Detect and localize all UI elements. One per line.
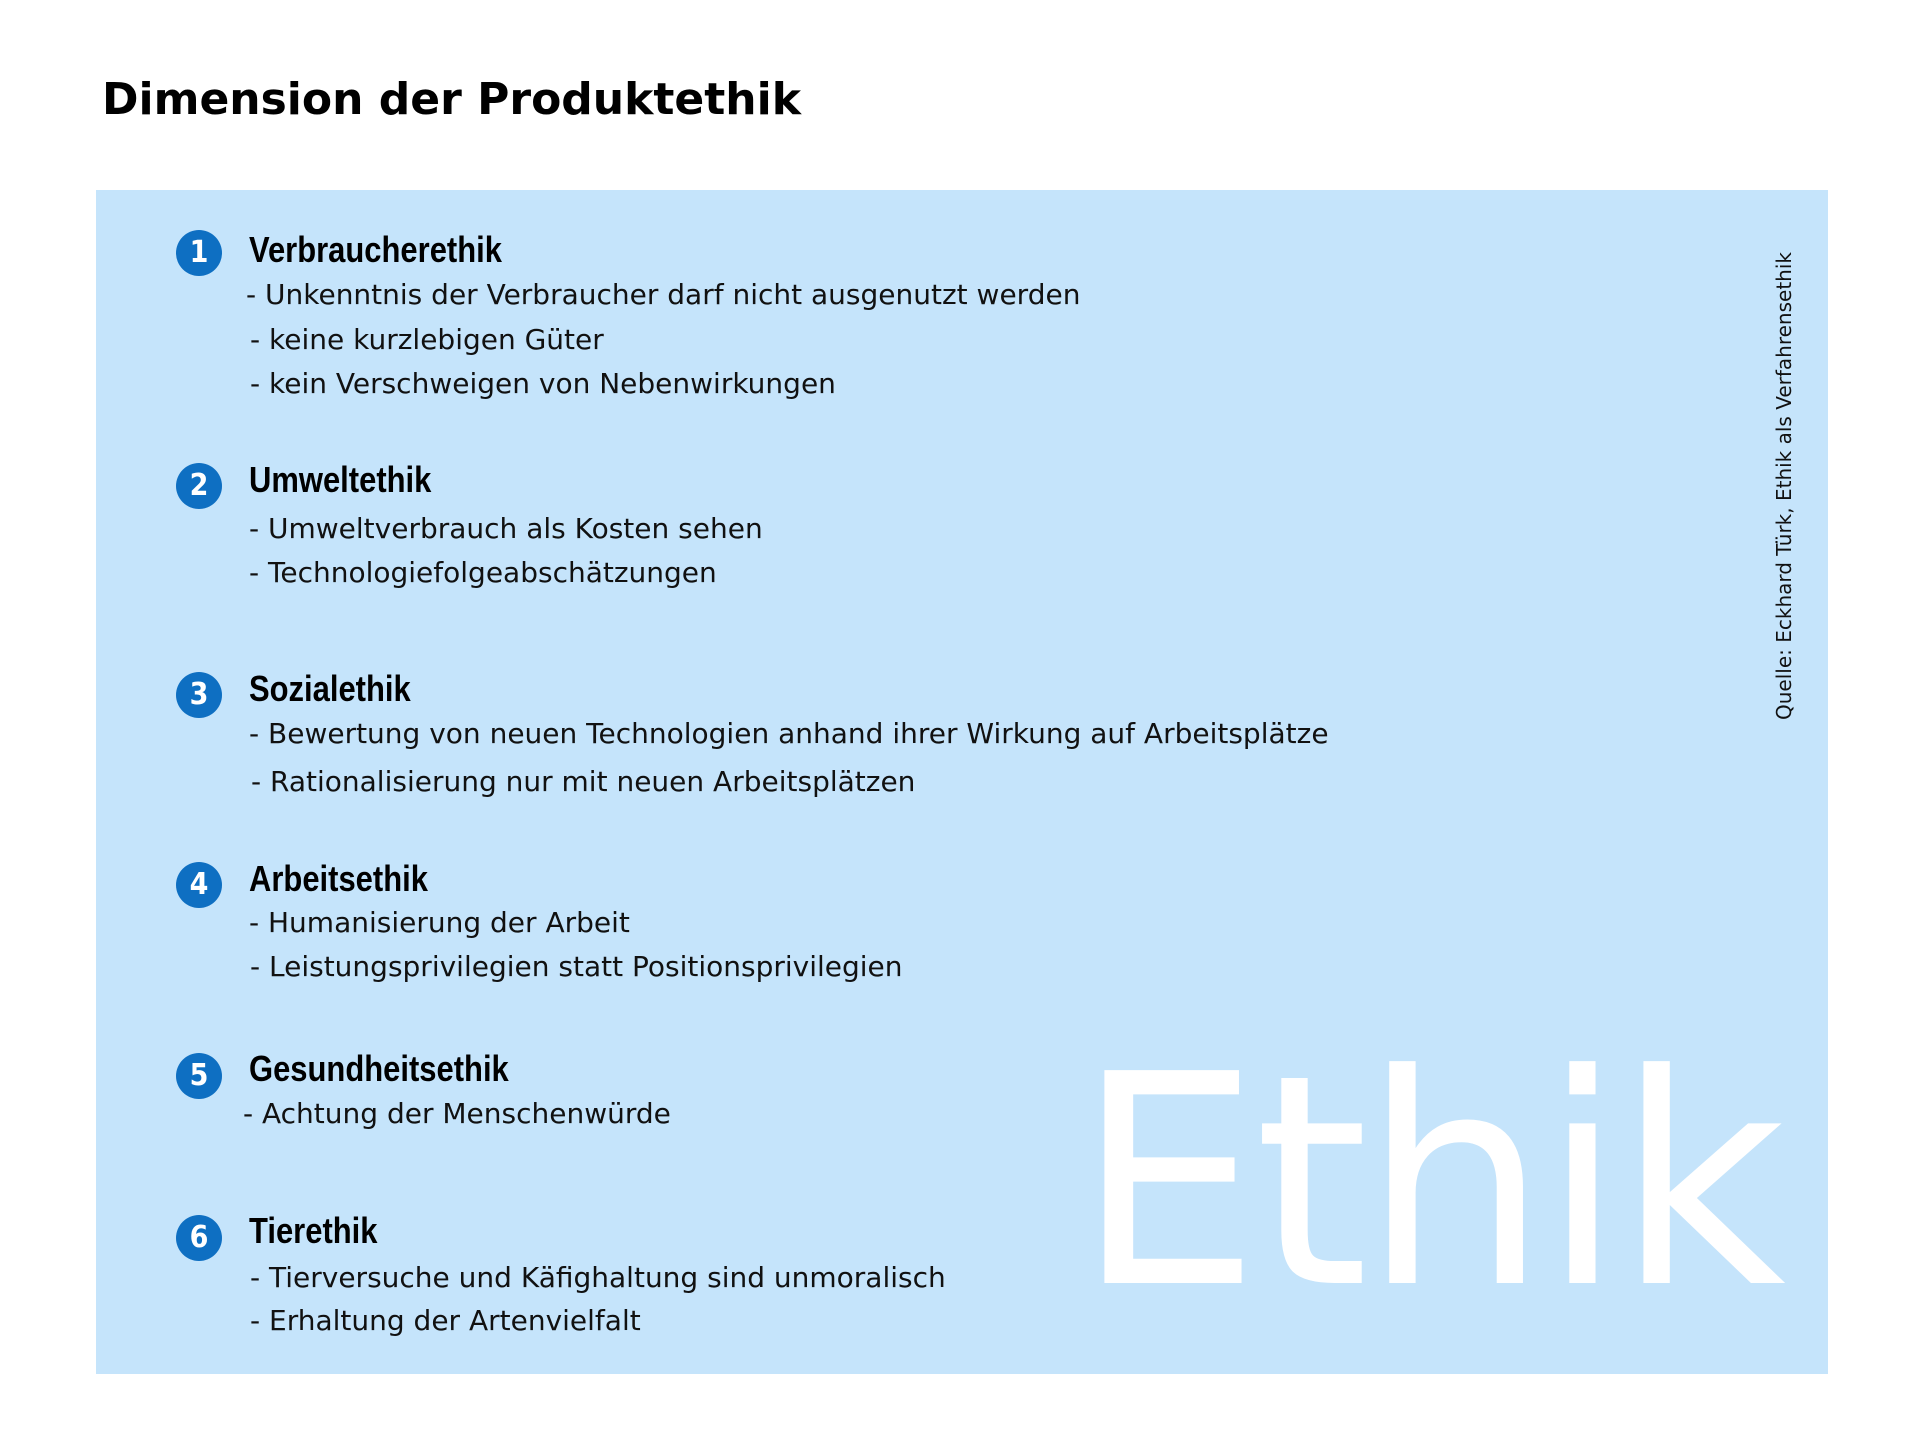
section-item: - Tierversuche und Käfighaltung sind unmoralisch <box>250 1261 946 1294</box>
section-item: - Unkenntnis der Verbraucher darf nicht ausgenutzt werden <box>246 278 1081 311</box>
section-item: - Bewertung von neuen Technologien anhand ihrer Wirkung auf Arbeitsplätze <box>249 717 1329 750</box>
page-title: Dimension der Produktethik <box>102 74 801 125</box>
section-title: Gesundheitsethik <box>249 1048 509 1089</box>
section-title: Verbraucherethik <box>249 229 502 270</box>
number-badge-6: 6 <box>176 1215 222 1261</box>
section-title: Sozialethik <box>249 668 411 709</box>
section-item: - Technologiefolgeabschätzungen <box>249 556 717 589</box>
watermark-ethik: Ethik <box>1075 1012 1780 1352</box>
section-title: Umweltethik <box>249 459 432 500</box>
source-citation: Quelle: Eckhard Türk, Ethik als Verfahrensethik <box>1772 252 1796 720</box>
section-item: - Leistungsprivilegien statt Positionsprivilegien <box>250 950 903 983</box>
section-item: - kein Verschweigen von Nebenwirkungen <box>250 367 836 400</box>
section-title: Tierethik <box>249 1210 378 1251</box>
number-badge-2: 2 <box>176 463 222 509</box>
section-item: - Rationalisierung nur mit neuen Arbeitsplätzen <box>251 765 916 798</box>
section-item: - keine kurzlebigen Güter <box>250 323 604 356</box>
number-badge-1: 1 <box>176 230 222 276</box>
section-item: - Umweltverbrauch als Kosten sehen <box>249 512 763 545</box>
number-badge-3: 3 <box>176 672 222 718</box>
section-item: - Erhaltung der Artenvielfalt <box>250 1304 641 1337</box>
section-item: - Humanisierung der Arbeit <box>249 906 630 939</box>
number-badge-5: 5 <box>176 1053 222 1099</box>
content-panel <box>96 190 1828 1374</box>
section-title: Arbeitsethik <box>249 858 428 899</box>
section-item: - Achtung der Menschenwürde <box>243 1097 671 1130</box>
number-badge-4: 4 <box>176 862 222 908</box>
